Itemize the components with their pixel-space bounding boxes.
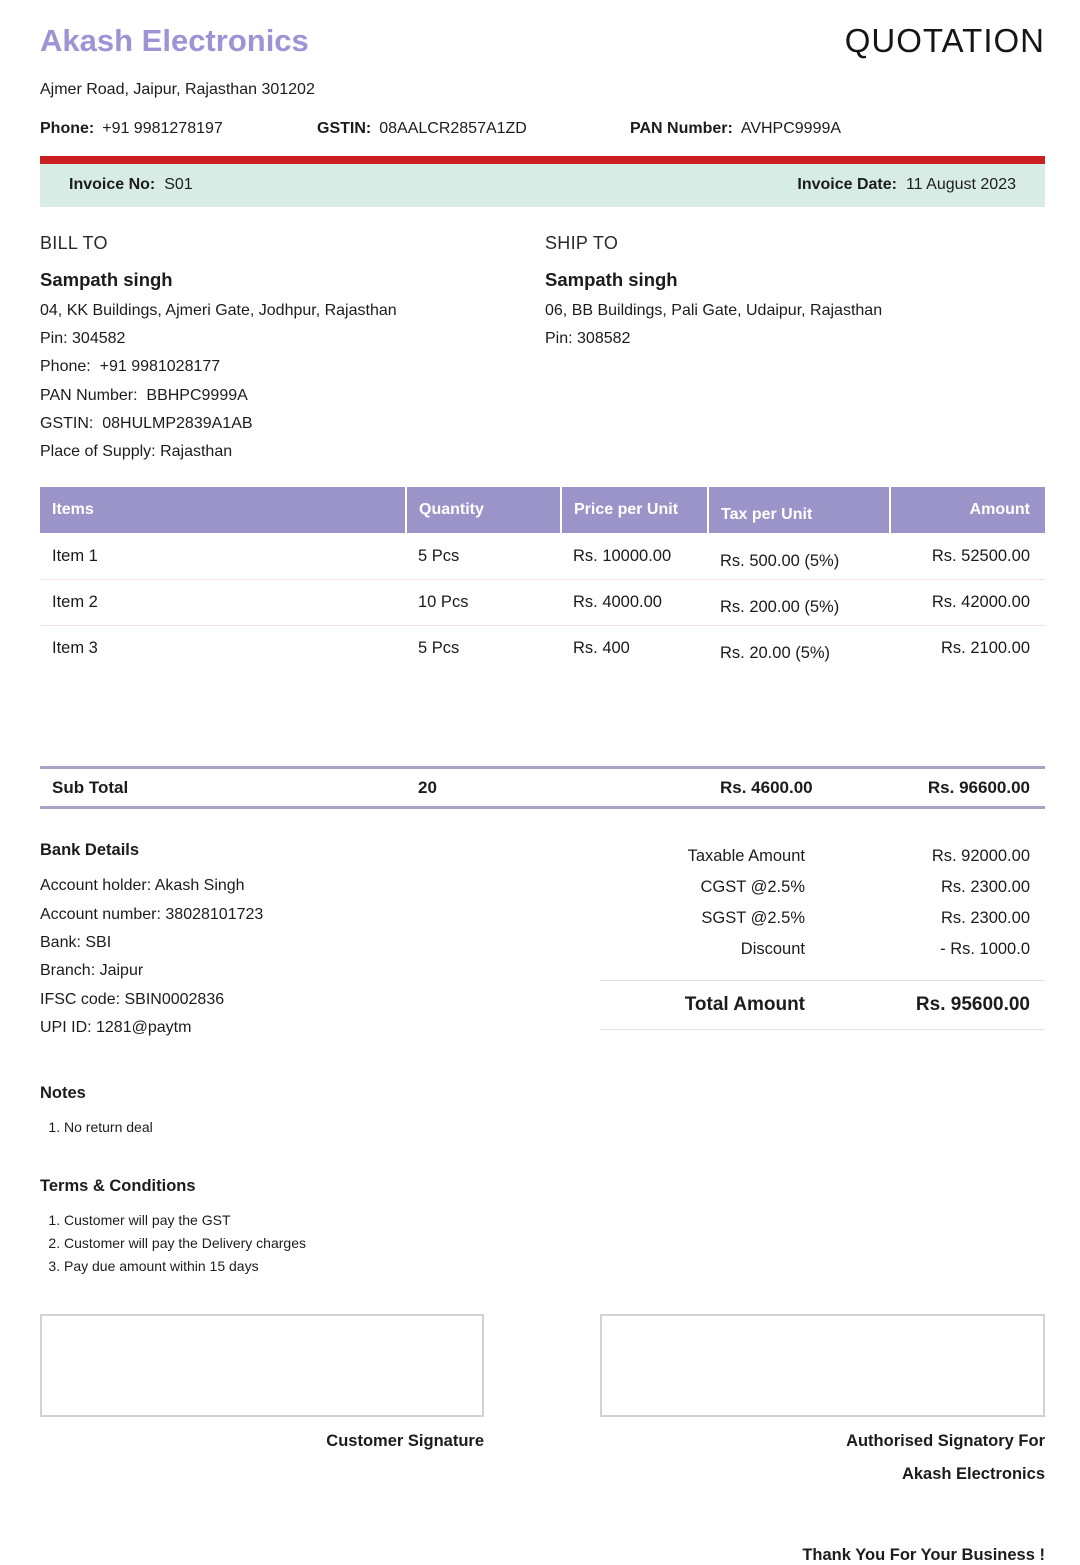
item-qty-cell: 5 Pcs [406, 625, 561, 671]
item-qty-cell: 10 Pcs [406, 579, 561, 625]
quantity-column-header: Quantity [406, 487, 561, 533]
subtotal-amount: Rs. 96600.00 [927, 777, 1030, 797]
items-table [40, 487, 1045, 671]
terms-item: 3. Pay due amount within 15 days [64, 1255, 1045, 1278]
item-tax-cell [708, 533, 890, 579]
bill-to-pan: PAN Number: BBHPC9999A [40, 386, 248, 404]
bill-to-address: 04, KK Buildings, Ajmeri Gate, Jodhpur, Rajasthan [40, 301, 397, 319]
company-address: Ajmer Road, Jaipur, Rajasthan 301202 [40, 80, 315, 98]
bill-to-block [40, 233, 545, 467]
bank-branch: Branch: Jaipur [40, 962, 144, 980]
item-qty-cell: 5 Pcs [418, 546, 460, 565]
sgst-value: Rs. 2300.00 [941, 909, 1030, 928]
item-name-cell: Item 3 [40, 625, 406, 671]
invoice-date-label: Invoice Date: [797, 176, 897, 194]
authorised-signatory-label: Authorised Signatory For [846, 1432, 1045, 1451]
item-amount-cell: Rs. 52500.00 [931, 546, 1030, 565]
total-amount-value: Rs. 95600.00 [915, 994, 1030, 1016]
bank-details-block [40, 841, 600, 1042]
items-column-header: Items [40, 487, 406, 533]
table-row [40, 579, 1045, 625]
taxable-amount-value: Rs. 92000.00 [931, 847, 1030, 866]
note-item: 1. No return deal [64, 1116, 1045, 1139]
bank-account-holder: Account holder: Akash Singh [40, 877, 245, 895]
item-tax-cell [708, 625, 890, 671]
table-row [40, 533, 1045, 579]
cgst-value: Rs. 2300.00 [941, 878, 1030, 897]
company-contact-row [40, 120, 1045, 138]
invoice-number [69, 176, 193, 194]
amount-column-header: Amount [890, 487, 1045, 533]
bank-account-number: Account number: 38028101723 [40, 905, 264, 923]
subtotal-row [40, 766, 1045, 809]
item-name-cell: Item 1 [52, 546, 98, 565]
notes-heading: Notes [40, 1084, 86, 1103]
company-gstin [317, 120, 630, 138]
items-table-header-row [40, 487, 1045, 533]
item-amount-cell: Rs. 2100.00 [890, 625, 1045, 671]
document-header [40, 24, 1045, 59]
invoice-number-value: S01 [164, 176, 193, 194]
bill-to-phone: Phone: +91 9981028177 [40, 358, 221, 376]
signatures-section [40, 1314, 1045, 1484]
gstin-label: GSTIN: [317, 119, 372, 137]
document-type-title: QUOTATION [844, 22, 1045, 59]
pan-label: PAN Number: [630, 119, 733, 137]
totals-block [600, 841, 1045, 1042]
item-price-cell: Rs. 4000.00 [561, 579, 708, 625]
gstin-value: 08AALCR2857A1ZD [379, 119, 527, 137]
ship-to-block [545, 233, 1045, 467]
bill-to-pin: Pin: 304582 [40, 329, 126, 347]
bank-details-lines [40, 872, 600, 1042]
terms-item: 1. Customer will pay the GST [64, 1209, 1045, 1232]
invoice-info-bar [40, 164, 1045, 207]
invoice-date-value: 11 August 2023 [905, 176, 1016, 194]
table-row [40, 625, 1045, 671]
terms-heading: Terms & Conditions [40, 1177, 196, 1196]
tax-per-unit-column-header-label: Tax per Unit [721, 506, 813, 524]
sgst-row [600, 903, 1045, 934]
company-name: Akash Electronics [40, 23, 309, 58]
item-price-cell: Rs. 400 [561, 625, 708, 671]
bill-to-name: Sampath singh [40, 268, 173, 290]
tax-per-unit-column-header [708, 487, 890, 533]
item-tax-value: Rs. 200.00 (5%) [720, 597, 840, 616]
terms-item: 2. Customer will pay the Delivery charges [64, 1232, 1045, 1255]
company-pan [630, 120, 841, 138]
bill-to-place-of-supply: Place of Supply: Rajasthan [40, 443, 233, 461]
bill-to-gstin: GSTIN: 08HULMP2839A1AB [40, 414, 253, 432]
taxable-amount-row [600, 841, 1045, 872]
totals-divider [600, 1029, 1045, 1030]
authorised-signatory-company: Akash Electronics [901, 1465, 1045, 1484]
item-price-cell: Rs. 10000.00 [573, 546, 672, 565]
company-phone [40, 120, 317, 138]
pan-value: AVHPC9999A [740, 119, 842, 137]
ship-to-heading: SHIP TO [545, 232, 619, 253]
ship-to-details [545, 297, 1045, 354]
cgst-label: CGST @2.5% [700, 878, 805, 897]
bank-details-heading: Bank Details [40, 841, 140, 860]
cgst-row [600, 872, 1045, 903]
customer-signature-box [40, 1314, 484, 1417]
subtotal-tax: Rs. 4600.00 [720, 777, 813, 797]
terms-section [40, 1177, 1045, 1278]
ship-to-address: 06, BB Buildings, Pali Gate, Udaipur, Rajasthan [545, 301, 883, 319]
item-tax-value: Rs. 500.00 (5%) [720, 551, 840, 570]
invoice-number-label: Invoice No: [69, 176, 156, 194]
customer-signature-label: Customer Signature [326, 1432, 484, 1451]
taxable-amount-label: Taxable Amount [687, 847, 805, 866]
bank-upi-id: UPI ID: 1281@paytm [40, 1018, 192, 1036]
bill-to-details [40, 297, 545, 467]
ship-to-pin: Pin: 308582 [545, 329, 631, 347]
thank-you-message: Thank You For Your Business ! [802, 1546, 1045, 1565]
lower-section [40, 841, 1045, 1042]
terms-list [40, 1209, 1045, 1278]
item-tax-cell [708, 579, 890, 625]
invoice-date [797, 176, 1016, 194]
subtotal-label: Sub Total [52, 777, 129, 797]
notes-list [40, 1116, 1045, 1139]
total-amount-row [600, 981, 1045, 1029]
customer-signature-block [40, 1314, 484, 1484]
notes-section [40, 1084, 1045, 1139]
parties-section [40, 233, 1045, 467]
discount-row [600, 934, 1045, 965]
ship-to-name: Sampath singh [545, 268, 678, 290]
authorised-signature-box [600, 1314, 1045, 1417]
phone-value: +91 9981278197 [102, 119, 223, 137]
item-amount-cell: Rs. 42000.00 [890, 579, 1045, 625]
sgst-label: SGST @2.5% [701, 909, 805, 928]
discount-value: - Rs. 1000.0 [940, 940, 1030, 959]
subtotal-quantity: 20 [418, 777, 437, 797]
authorised-signature-block [600, 1314, 1045, 1484]
bank-ifsc-code: IFSC code: SBIN0002836 [40, 990, 225, 1008]
red-divider-bar [40, 156, 1045, 164]
phone-label: Phone: [40, 119, 95, 137]
total-amount-label: Total Amount [684, 994, 805, 1016]
price-per-unit-column-header: Price per Unit [561, 487, 708, 533]
bank-name: Bank: SBI [40, 934, 112, 952]
item-tax-value: Rs. 20.00 (5%) [720, 644, 831, 663]
item-name-cell: Item 2 [40, 579, 406, 625]
bill-to-heading: BILL TO [40, 232, 108, 253]
discount-label: Discount [740, 940, 805, 959]
